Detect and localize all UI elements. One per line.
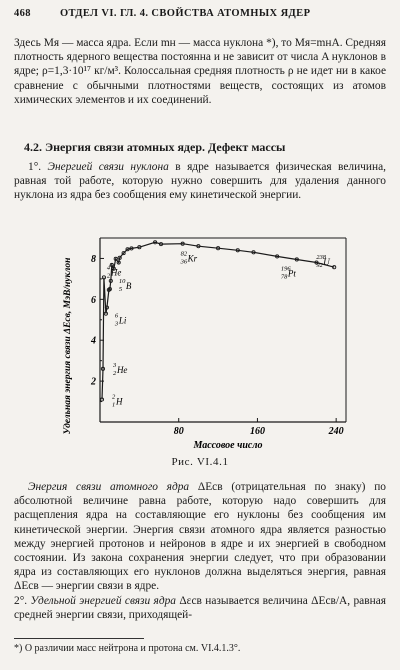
x-tick-label: 240: [328, 426, 344, 437]
footnote: *) О различии масс нейтрона и протона см. VI.4.1.3°.: [14, 643, 241, 654]
y-tick-label: 2: [91, 376, 96, 388]
binding-energy-text: (отрицательная по знаку) по абсолютной величине равна работе, которую надо совершить для расщепления ядра на составляющие его нуклоны без сообщения им кинетической энергии. Энергия связи атомного ядра является разностью между энергией протонов и нейронов в ядре и их энергией в свободном состоянии. Из закона сохранения энергии следует, что при образовании ядра из составляющих его нуклонов должна выделяться энергия, равная ΔEсв — энергии связи в ядре.: [14, 481, 386, 593]
nuclide-label-pt: [281, 265, 296, 280]
x-axis-label: Массовое число: [193, 440, 263, 451]
nuclide-charge-number: 36: [180, 258, 188, 266]
nuclide-labels: [107, 251, 330, 409]
section-heading: 4.2. Энергия связи атомных ядер. Дефект массы: [24, 140, 286, 154]
nuclide-label-u: [316, 254, 330, 269]
nuclide-mass-number: 196: [280, 265, 291, 273]
nuclide-charge-number: 92: [316, 262, 323, 270]
nuclide-label-kr: [180, 251, 198, 266]
data-points: [100, 241, 335, 401]
binding-energy-symbol: ΔEсв: [197, 481, 223, 493]
nuclide-charge-number: 5: [118, 286, 123, 294]
nuclide-symbol: He: [116, 364, 128, 375]
nuclide-mass-number: 82: [180, 250, 188, 258]
nuclide-symbol: H: [115, 396, 123, 407]
binding-energy-paragraph: [14, 480, 386, 622]
point-1-number: 1°.: [28, 161, 42, 173]
running-head: [14, 8, 386, 19]
chart-ticks: [90, 238, 344, 437]
nuclide-symbol: B: [125, 281, 132, 292]
nuclide-mass-number: 4: [106, 264, 111, 272]
nuclide-mass-number: 6: [114, 312, 119, 320]
binding-energy-chart: [58, 226, 358, 456]
y-tick-label: 8: [91, 253, 96, 265]
nuclide-symbol: He: [110, 267, 122, 278]
point-2-text: Δεсв называется величина ΔEсв/A, равная средней энергии связи, приходящей-: [14, 594, 387, 621]
chapter-title: ОТДЕЛ VI. ГЛ. 4. СВОЙСТВА АТОМНЫХ ЯДЕР: [59, 8, 311, 19]
nuclide-symbol: U: [323, 257, 330, 268]
y-tick-label: 6: [91, 294, 96, 306]
nuclide-charge-number: 78: [280, 273, 288, 281]
binding-energy-term: Энергия связи атомного ядра: [28, 481, 190, 493]
intro-paragraph: Здесь Mя — масса ядра. Если mн — масса нуклона *), то Mя=mнA. Средняя плотность ядерного вещества постоянна и не зависит от числа A нуклонов в ядре; ρ=1,3·10¹⁷ кг/м³. Колоссальная средняя плотность ρ не идет ни в какое сравнение с обычными плотностями веществ, состоящих из атомов химических элементов и их соединений.: [14, 37, 386, 106]
point-2-term: Удельной энергией связи ядра: [30, 594, 176, 607]
nuclide-mass-number: 2: [111, 393, 116, 401]
nuclide-mass-number: 3: [112, 361, 117, 369]
binding-energy-figure: [58, 226, 358, 456]
point-1-paragraph: [14, 160, 386, 203]
nuclide-symbol: Li: [118, 315, 127, 326]
nuclide-symbol: Pt: [287, 268, 296, 279]
binding-energy-curve: [102, 242, 334, 399]
y-tick-label: 4: [91, 335, 96, 347]
point-1-text: в ядре называется физическая величина, равная той работе, которую нужно совершить для удаления данного нуклона из ядра без сообщения ему кинетической энергии.: [14, 161, 387, 202]
nuclide-label-b: [119, 278, 132, 293]
nuclide-label-h: [112, 394, 123, 409]
nuclide-label-li: [114, 313, 127, 328]
nuclide-charge-number: 3: [114, 320, 119, 328]
nuclide-symbol: Kr: [187, 253, 198, 264]
nuclide-charge-number: 2: [112, 369, 117, 377]
nuclide-mass-number: 238: [316, 254, 326, 262]
point-1-term: Энергией связи нуклона: [47, 161, 169, 173]
nuclide-label-he3: [112, 362, 128, 377]
nuclide-charge-number: 1: [111, 401, 116, 409]
figure-caption: Рис. VI.4.1: [171, 456, 229, 468]
page-number: 468: [14, 8, 31, 19]
nuclide-mass-number: 10: [118, 278, 126, 286]
chart-axes: [100, 238, 346, 422]
footnote-rule: [14, 638, 144, 639]
x-tick-label: 160: [249, 426, 265, 437]
x-tick-label: 80: [173, 426, 184, 437]
point-2-number: 2°.: [14, 594, 28, 607]
nuclide-charge-number: 2: [106, 272, 111, 280]
y-axis-label: Удельная энергия связи ΔEсв, МэВ/нуклон: [63, 257, 73, 435]
